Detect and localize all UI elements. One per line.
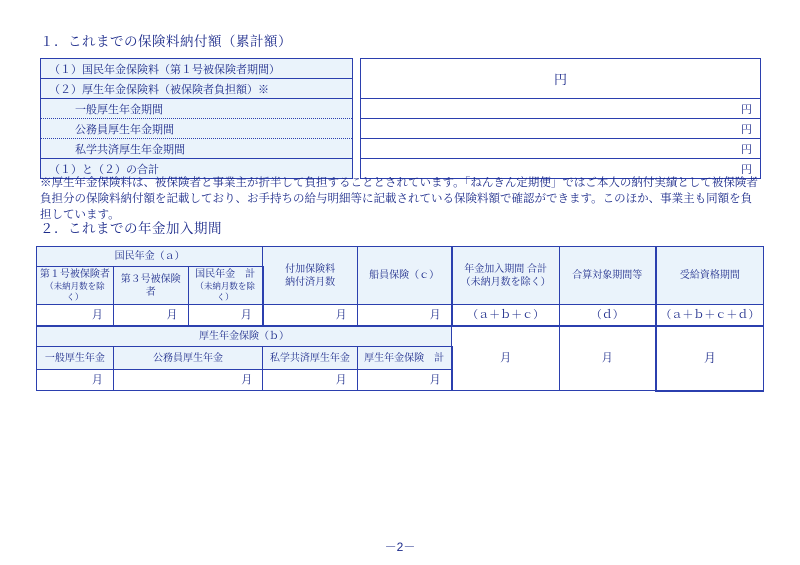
header-shigaku: 私学共済厚生年金	[263, 347, 357, 370]
header-kokumin-kei	[188, 267, 263, 305]
value-shigaku: 月	[263, 370, 357, 391]
header-koumuin: 公務員厚生年金	[113, 347, 262, 370]
header-gassan: 合算対象期間等	[559, 247, 656, 305]
row-value-koumuin: 円	[361, 119, 761, 139]
header-fuka-line2: 納付済月数	[285, 276, 336, 288]
section1-title: １．これまでの保険料納付額（累計額）	[40, 34, 292, 49]
header-kanyu-goukei-line1: 年金加入期間 合計	[464, 263, 548, 275]
row-label-ippan: 一般厚生年金期間	[41, 99, 353, 119]
table-row-header-top	[37, 247, 764, 267]
table-row	[41, 119, 761, 139]
spacer	[353, 119, 361, 139]
header-kousei-nenkin: 厚生年金保険（ｂ）	[37, 326, 452, 347]
value-senin: 月	[357, 305, 451, 327]
header-fuka-line1: 付加保険料	[285, 263, 336, 275]
row-label-koumuin: 公務員厚生年金期間	[41, 119, 353, 139]
header-kanyu-goukei-line2: （未納月数を除く）	[460, 276, 551, 288]
table-row-formula	[37, 305, 764, 327]
header-kokumin-kei-line2: （未納月数を除く）	[195, 281, 255, 303]
header-dai1go-line1: 第１号被保険者	[39, 269, 110, 280]
value-dai1go: 月	[37, 305, 114, 327]
spacer	[353, 139, 361, 159]
value-dai3go: 月	[113, 305, 188, 327]
header-kokumin-nenkin: 国民年金（ａ）	[37, 247, 263, 267]
table-row-kousei-header	[37, 326, 764, 347]
header-dai3go: 第３号被保険者	[113, 267, 188, 305]
value-ippan: 月	[37, 370, 114, 391]
contributions-table	[40, 58, 761, 179]
header-kanyu-goukei	[452, 247, 560, 305]
header-senin: 船員保険（ｃ）	[357, 247, 451, 305]
value-koumuin: 月	[113, 370, 262, 391]
spacer	[353, 59, 361, 79]
formula-gassan: （ｄ）	[559, 305, 656, 327]
header-kokumin-kei-line1: 国民年金 計	[195, 269, 256, 280]
table-row	[41, 139, 761, 159]
row-label-kokumin-nenkin: （１）国民年金保険料（第１号被保険者期間）	[41, 59, 353, 79]
formula-kanyu-goukei: （ａ＋ｂ＋ｃ）	[452, 305, 560, 327]
header-dai1go-line2: （未納月数を除く）	[45, 281, 105, 303]
row-value-kokumin-nenkin: 円	[361, 59, 761, 99]
header-kousei-kei: 厚生年金保険 計	[357, 347, 451, 370]
table-row	[41, 99, 761, 119]
value-kokumin-kei: 月	[188, 305, 263, 327]
value-kanyu-goukei: 月	[452, 326, 560, 391]
row-label-total: （１）と（２）の合計	[41, 159, 353, 179]
page-number: －2－	[384, 540, 416, 554]
value-jukyu: 月	[656, 326, 764, 391]
spacer	[353, 79, 361, 99]
row-value-total: 円	[361, 159, 761, 179]
row-label-shigaku: 私学共済厚生年金期間	[41, 139, 353, 159]
value-fuka: 月	[263, 305, 357, 327]
section2-title: ２．これまでの年金加入期間	[40, 221, 222, 236]
row-label-kousei-nenkin: （２）厚生年金保険料（被保険者負担額）※	[41, 79, 353, 99]
table-row	[41, 59, 761, 79]
enrollment-period-table	[36, 246, 764, 392]
header-jukyu: 受給資格期間	[656, 247, 764, 305]
formula-jukyu: （ａ＋ｂ＋ｃ＋ｄ）	[656, 305, 764, 327]
value-kousei-kei: 月	[357, 370, 451, 391]
value-gassan: 月	[559, 326, 656, 391]
header-fuka	[263, 247, 357, 305]
header-dai1go	[37, 267, 114, 305]
contributions-note: ※厚生年金保険料は、被保険者と事業主が折半して負担することとされています。「ねんきん定期便」ではご本人の納付実績として被保険者負担分の保険料納付額を記載しており、お手持ちの給与明細等に記載されている保険料額で確認ができます。このほか、事業主も同額を負担しています。	[40, 177, 758, 221]
spacer	[353, 99, 361, 119]
header-ippan: 一般厚生年金	[37, 347, 114, 370]
row-value-shigaku: 円	[361, 139, 761, 159]
row-value-ippan: 円	[361, 99, 761, 119]
